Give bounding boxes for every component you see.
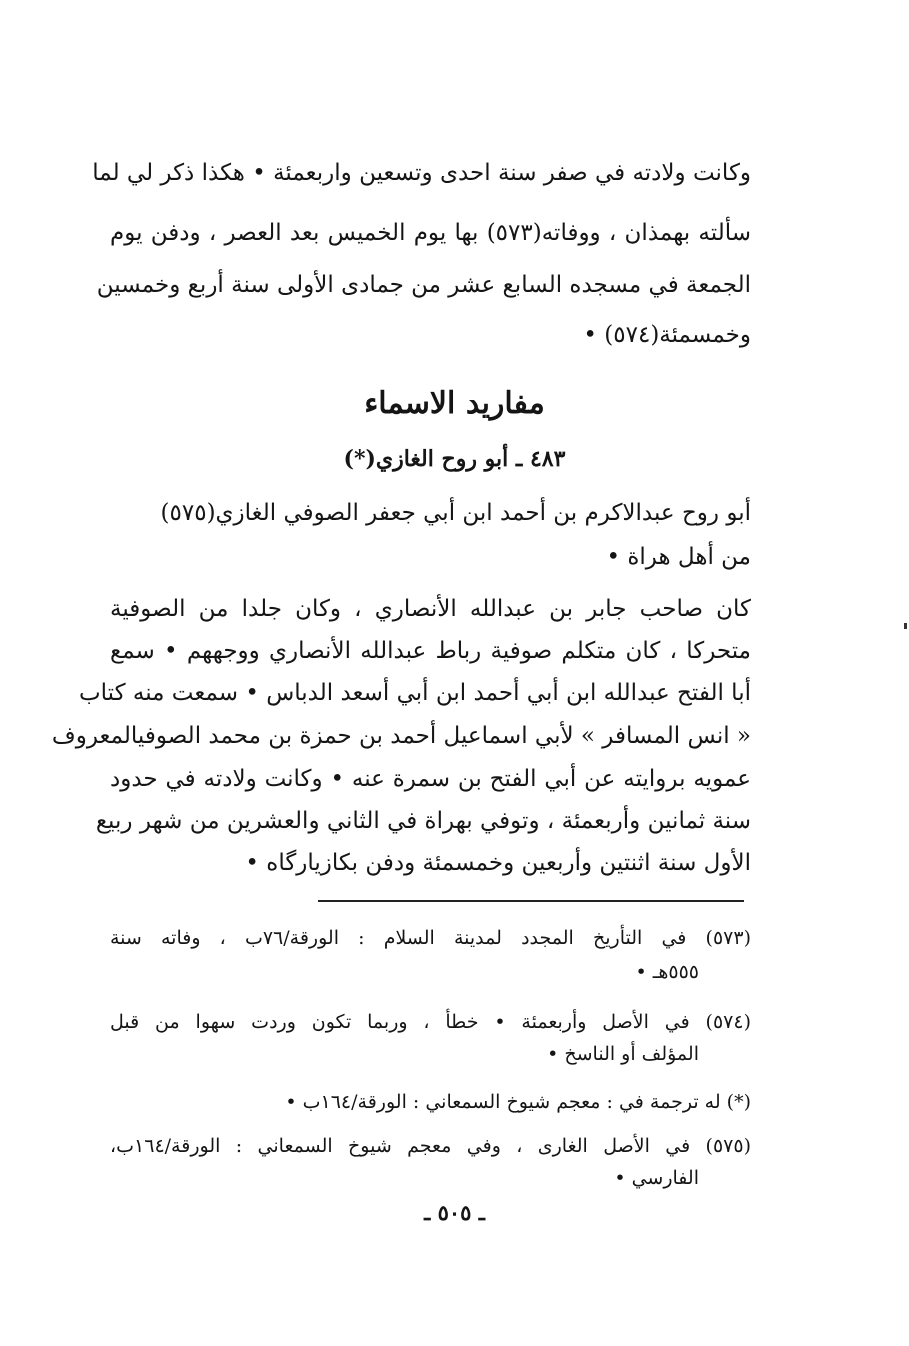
section-title: مفاريد الاسماء bbox=[364, 386, 545, 421]
page-number: ـ ٥٠٥ ـ bbox=[424, 1200, 485, 1225]
footnote-574-line-2: المؤلف أو الناسخ • bbox=[547, 1043, 699, 1065]
text-line: الأول سنة اثنتين وأربعين وخمسمئة ودفن بكازيارگاه • bbox=[245, 850, 751, 876]
text-line: كان صاحب جابر بن عبدالله الأنصاري ، وكان جلدا من الصوفية bbox=[110, 596, 751, 622]
text-line: « انس المسافر » لأبي اسماعيل أحمد بن حمزة بن محمد الصوفيالمعروف bbox=[51, 723, 751, 749]
entry-title: ٤٨٣ ـ أبو روح الغازي(*) bbox=[343, 446, 566, 472]
footnote-574-line-1: (٥٧٤) في الأصل وأربعمئة • خطأ ، وربما تكون وردت سهوا من قبل bbox=[110, 1011, 751, 1033]
footnote-575-line-1: (٥٧٥) في الأصل الغارى ، وفي معجم شيوخ السمعاني : الورقة/١٦٤ب، bbox=[110, 1135, 751, 1157]
footnote-575-line-2: الفارسي • bbox=[614, 1167, 699, 1189]
text-line: وكانت ولادته في صفر سنة احدى وتسعين واربعمئة • هكذا ذكر لي لما bbox=[92, 160, 751, 186]
text-line: عمويه بروايته عن أبي الفتح بن سمرة عنه • وكانت ولادته في حدود bbox=[110, 766, 751, 792]
text-line: متحركا ، كان متكلم صوفية رباط عبدالله الأنصاري ووجههم • سمع bbox=[110, 638, 751, 664]
footnote-star-line-1: (*) له ترجمة في : معجم شيوخ السمعاني : الورقة/١٦٤ب • bbox=[285, 1091, 751, 1113]
text-line: من أهل هراة • bbox=[606, 544, 751, 570]
scan-speck bbox=[904, 623, 907, 629]
text-line: وخمسمئة(٥٧٤) • bbox=[583, 322, 751, 348]
footnote-573-line-2: ٥٥٥هـ • bbox=[635, 961, 699, 983]
text-line: سألته بهمذان ، ووفاته(٥٧٣) بها يوم الخميس بعد العصر ، ودفن يوم bbox=[110, 220, 751, 246]
text-line: أبا الفتح عبدالله ابن أبي أحمد ابن أبي أسعد الدباس • سمعت منه كتاب bbox=[79, 680, 751, 706]
text-line: سنة ثمانين وأربعمئة ، وتوفي بهراة في الثاني والعشرين من شهر ربيع bbox=[95, 808, 751, 834]
text-line: الجمعة في مسجده السابع عشر من جمادى الأولى سنة أربع وخمسين bbox=[96, 272, 751, 298]
footnote-divider bbox=[318, 900, 744, 902]
text-line: أبو روح عبدالاكرم بن أحمد ابن أبي جعفر الصوفي الغازي(٥٧٥) bbox=[160, 500, 751, 526]
footnote-573-line-1: (٥٧٣) في التأريخ المجدد لمدينة السلام : الورقة/٧٦ب ، وفاته سنة bbox=[110, 927, 751, 949]
